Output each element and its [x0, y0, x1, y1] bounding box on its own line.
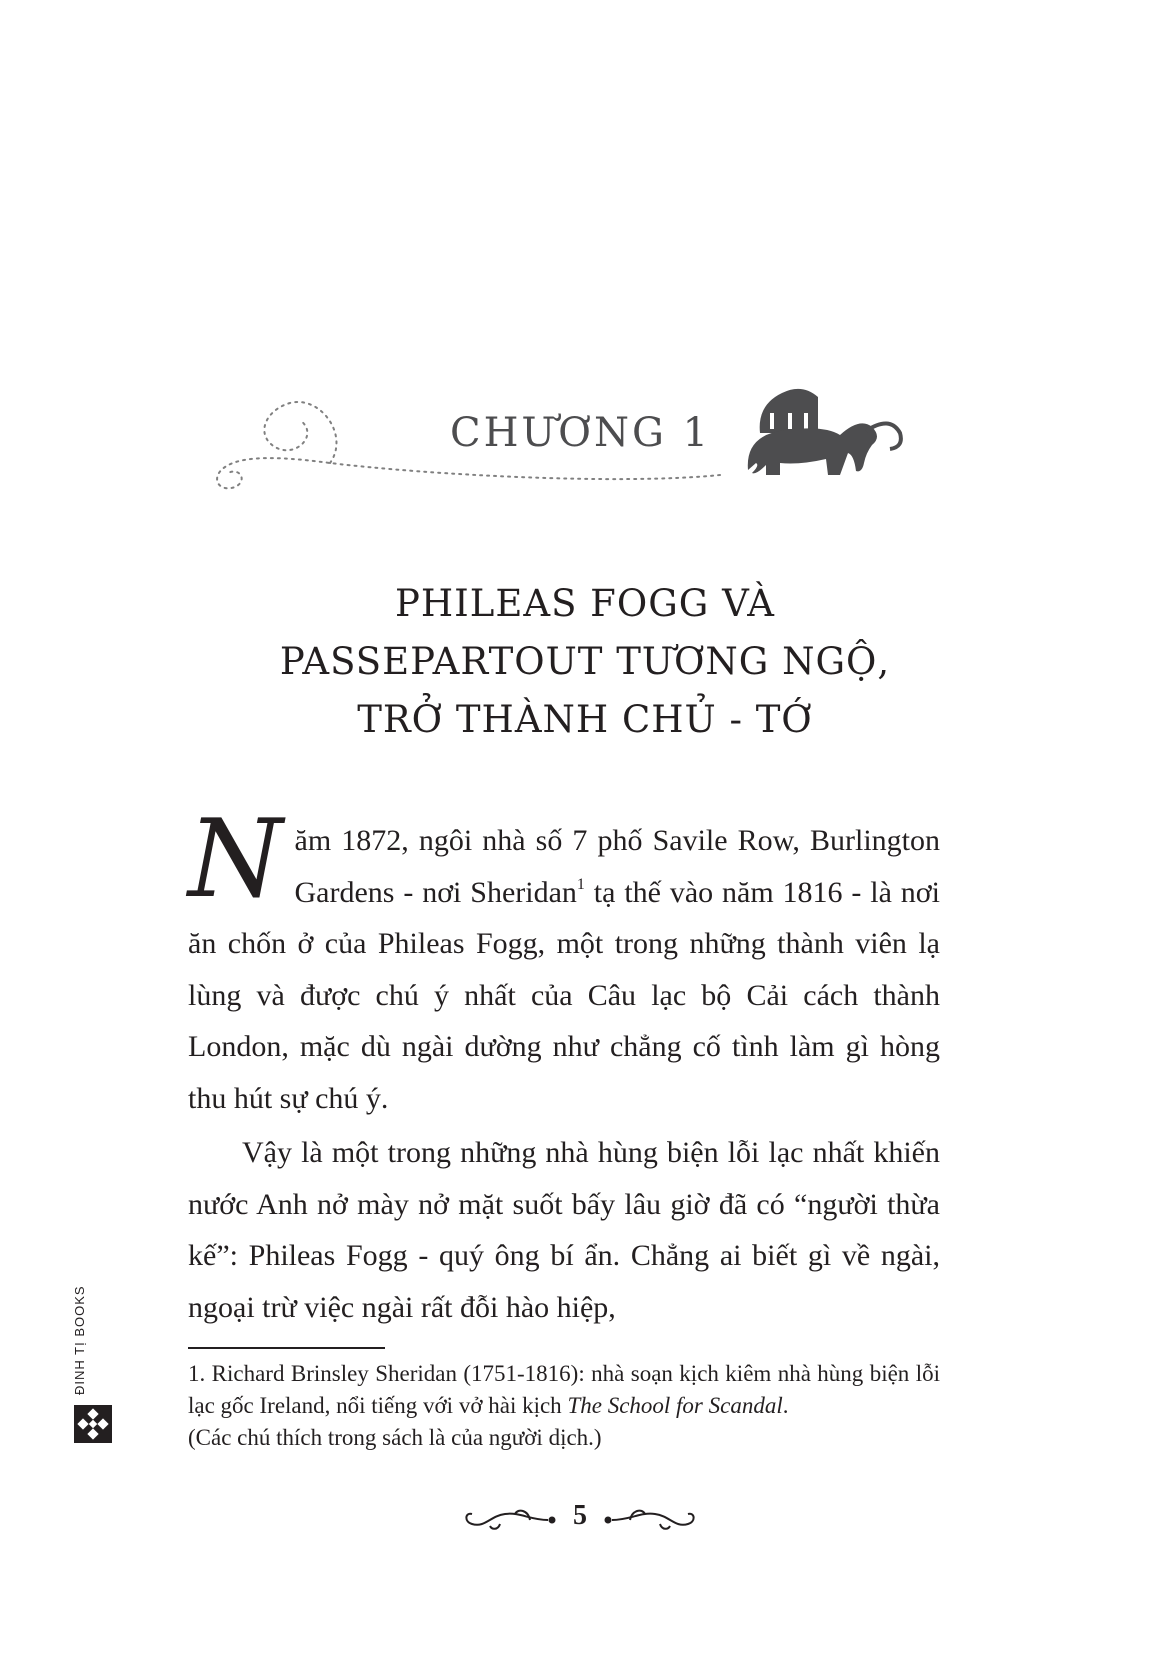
footnote-text-b: . — [782, 1393, 789, 1418]
footnote-ref: 1 — [576, 875, 585, 893]
chapter-title-line: PASSEPARTOUT TƯƠNG NGỘ, — [279, 640, 891, 683]
chapter-title-line: PHILEAS FOGG VÀ — [395, 582, 775, 625]
footnote-text — [188, 1358, 940, 1422]
chapter-title-line: TRỞ THÀNH CHỦ - TỚ — [357, 698, 813, 741]
footnote — [188, 1358, 940, 1454]
chapter-ornament-banner — [200, 375, 920, 545]
body-text — [188, 797, 941, 1333]
footnote-divider — [188, 1347, 385, 1349]
publisher-mark — [72, 1285, 116, 1445]
publisher-name: ĐINH TỊ BOOKS — [72, 1285, 87, 1395]
chapter-title — [150, 575, 1020, 749]
paragraph-1-text: ăm 1872, ngôi nhà số 7 phố Savile Row, Burlington Gardens - nơi Sheridan — [294, 824, 940, 909]
elephant-with-howdah-icon — [748, 389, 901, 475]
right-swirl-icon — [606, 1511, 694, 1529]
footnote-text-a: 1. Richard Brinsley Sheridan (1751-1816): nhà soạn kịch kiêm nhà hùng biện lỗi lạc gốc Ireland, nổi tiếng với vở hài kịch — [188, 1361, 940, 1418]
paragraph-1-text-cont: tạ thế vào năm 1816 - là nơi ăn chốn ở của Phileas Fogg, một trong những thành viên lạ lùng và được chú ý nhất của Câu lạc bộ Cải cách thành London, mặc dù ngài dường như chẳng cố tình làm gì hòng thu hút sự chú ý. — [188, 875, 941, 1115]
paragraph-1 — [188, 797, 941, 1124]
footnote-note: (Các chú thích trong sách là của người dịch.) — [188, 1425, 602, 1450]
chapter-label: CHƯƠNG 1 — [450, 410, 712, 456]
drop-cap: N — [188, 797, 283, 922]
left-swirl-icon — [466, 1511, 554, 1529]
paragraph-2: Vậy là một trong những nhà hùng biện lỗi lạc nhất khiến nước Anh nở mày nở mặt suốt bấy lâu giờ đã có “người thừa kế”: Phileas Fogg - quý ông bí ẩn. Chẳng ai biết gì về ngài, ngoại trừ việc ngài rất đỗi hào hiệp, — [188, 1136, 940, 1324]
footnote-work-title: The School for Scandal — [567, 1393, 783, 1418]
publisher-logo-icon — [74, 1405, 112, 1443]
flourish-swirl — [217, 458, 720, 488]
page-number: 5 — [573, 1500, 587, 1531]
flourish-loop — [264, 402, 336, 463]
